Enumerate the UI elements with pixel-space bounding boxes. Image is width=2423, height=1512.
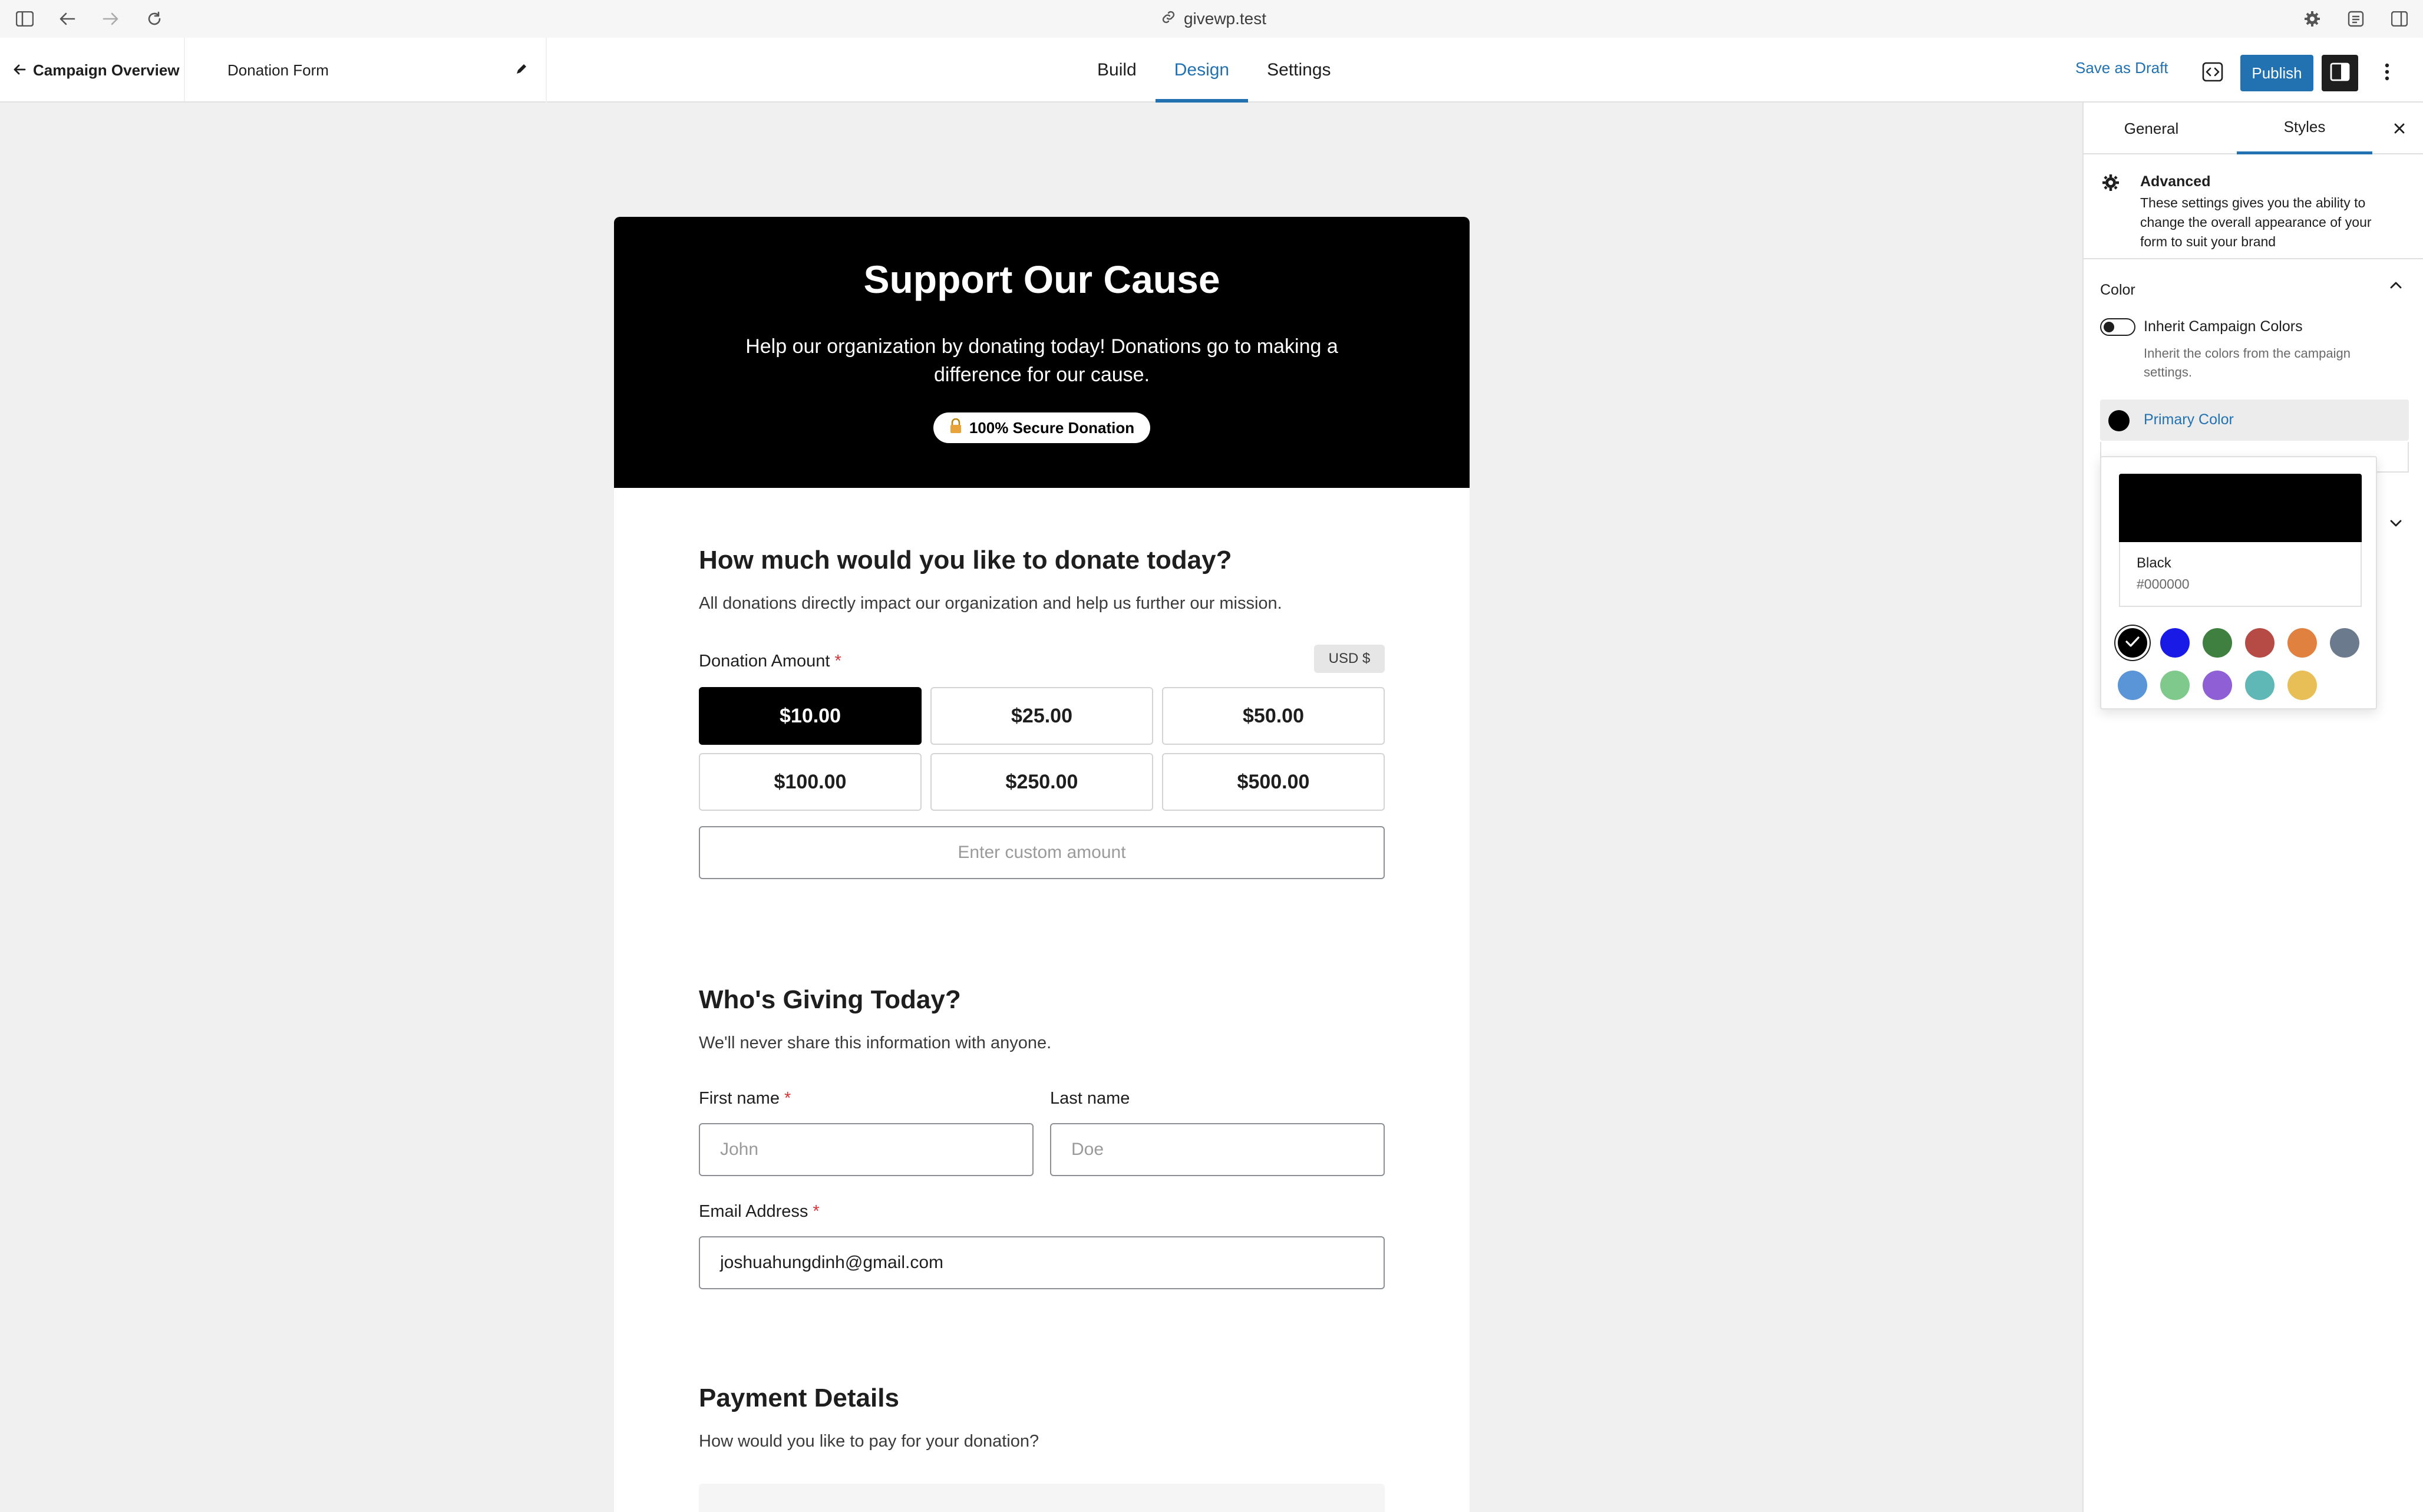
color-swatch[interactable] bbox=[2330, 628, 2359, 658]
primary-color-swatch bbox=[2108, 410, 2130, 431]
address-bar[interactable] bbox=[1108, 5, 1320, 33]
primary-color-row[interactable] bbox=[2100, 400, 2409, 441]
color-swatch[interactable] bbox=[2203, 628, 2232, 658]
color-swatch[interactable] bbox=[2118, 628, 2147, 658]
color-name: Black bbox=[2137, 555, 2171, 571]
secure-donation-badge bbox=[933, 412, 1150, 443]
inherit-colors-toggle[interactable] bbox=[2100, 318, 2135, 336]
first-name-input[interactable]: John bbox=[699, 1123, 1034, 1176]
chevron-down-icon[interactable] bbox=[2389, 519, 2403, 531]
advanced-description: These settings gives you the ability to change the overall appearance of your form to suit your brand bbox=[2140, 195, 2372, 249]
inherit-colors-help: Inherit the colors from the campaign settings. bbox=[2144, 346, 2351, 379]
settings-sidebar bbox=[2082, 103, 2423, 1512]
color-picker-popover bbox=[2100, 456, 2377, 709]
reload-icon[interactable] bbox=[144, 8, 165, 29]
amount-option-6[interactable]: $500.00 bbox=[1162, 753, 1385, 811]
email-input[interactable]: joshuahungdinh@gmail.com bbox=[699, 1236, 1385, 1289]
color-swatch[interactable] bbox=[2203, 671, 2232, 700]
hero-description: Help our organization by donating today! Donations go to making a difference for our cause. bbox=[745, 335, 1338, 386]
link-icon bbox=[1161, 9, 1176, 28]
code-icon bbox=[2202, 62, 2223, 85]
advanced-title: Advanced bbox=[2140, 173, 2211, 190]
divider bbox=[184, 38, 185, 101]
tab-build[interactable]: Build bbox=[1097, 60, 1137, 80]
close-icon[interactable] bbox=[2388, 117, 2411, 140]
email-label-text: Email Address bbox=[699, 1202, 808, 1221]
color-panel-title[interactable]: Color bbox=[2100, 282, 2135, 298]
payment-gateway-area bbox=[699, 1484, 1385, 1512]
tab-styles[interactable]: Styles bbox=[2237, 103, 2372, 154]
settings-panel-toggle[interactable] bbox=[2322, 55, 2358, 91]
tab-design[interactable]: Design bbox=[1156, 38, 1248, 103]
donation-section-title: How much would you like to donate today? bbox=[699, 546, 1232, 575]
more-options-button[interactable] bbox=[2369, 55, 2405, 91]
tab-general[interactable]: General bbox=[2124, 119, 2179, 137]
first-name-label-text: First name bbox=[699, 1089, 780, 1108]
panel-icon bbox=[2330, 62, 2350, 84]
amount-option-2[interactable]: $25.00 bbox=[930, 687, 1153, 745]
advanced-info bbox=[2084, 156, 2423, 259]
campaign-overview-label: Campaign Overview bbox=[33, 61, 180, 79]
primary-color-label: Primary Color bbox=[2144, 411, 2234, 428]
color-swatch[interactable] bbox=[2118, 671, 2147, 700]
donation-amount-label bbox=[699, 652, 841, 671]
required-mark: * bbox=[834, 652, 841, 671]
last-name-input[interactable]: Doe bbox=[1050, 1123, 1385, 1176]
tab-settings[interactable]: Settings bbox=[1267, 60, 1331, 80]
campaign-overview-link[interactable] bbox=[13, 38, 180, 103]
form-hero bbox=[614, 217, 1470, 488]
amount-option-4[interactable]: $100.00 bbox=[699, 753, 922, 811]
donor-section-description: We'll never share this information with anyone. bbox=[699, 1034, 1052, 1052]
color-preview bbox=[2119, 474, 2362, 542]
code-view-button[interactable] bbox=[2194, 55, 2231, 91]
color-swatch[interactable] bbox=[2160, 628, 2190, 658]
toggle-knob bbox=[2104, 322, 2114, 332]
color-hex: #000000 bbox=[2137, 576, 2190, 592]
donation-form-preview bbox=[614, 217, 1470, 1512]
color-swatch[interactable] bbox=[2245, 628, 2275, 658]
amount-option-5[interactable]: $250.00 bbox=[930, 753, 1153, 811]
donor-section-title: Who's Giving Today? bbox=[699, 985, 961, 1014]
currency-switcher[interactable]: USD $ bbox=[1314, 645, 1385, 673]
payment-section-description: How would you like to pay for your donation? bbox=[699, 1432, 1039, 1451]
payment-section-title: Payment Details bbox=[699, 1384, 899, 1412]
required-mark: * bbox=[813, 1202, 820, 1221]
hero-title: Support Our Cause bbox=[863, 257, 1220, 301]
amount-option-3[interactable]: $50.00 bbox=[1162, 687, 1385, 745]
chevron-up-icon[interactable] bbox=[2389, 280, 2403, 293]
save-draft-button[interactable]: Save as Draft bbox=[2075, 59, 2168, 77]
donation-section-description: All donations directly impact our organization and help us further our mission. bbox=[699, 594, 1282, 613]
color-swatch[interactable] bbox=[2160, 671, 2190, 700]
editor-canvas bbox=[0, 103, 2082, 1512]
vertical-ellipsis-icon bbox=[2384, 62, 2390, 84]
publish-button[interactable]: Publish bbox=[2240, 55, 2313, 91]
url-text: givewp.test bbox=[1183, 9, 1267, 28]
editor-header bbox=[0, 38, 2423, 103]
split-view-icon[interactable] bbox=[2389, 8, 2410, 29]
email-label bbox=[699, 1202, 820, 1222]
color-swatch[interactable] bbox=[2287, 671, 2317, 700]
browser-toolbar bbox=[0, 0, 2423, 38]
gear-icon bbox=[2101, 173, 2120, 195]
editor-tabs bbox=[1078, 38, 1350, 103]
inherit-colors-label: Inherit Campaign Colors bbox=[2144, 318, 2303, 335]
required-mark: * bbox=[784, 1089, 791, 1108]
color-swatch[interactable] bbox=[2287, 628, 2317, 658]
back-arrow-icon[interactable] bbox=[57, 8, 78, 29]
color-info[interactable] bbox=[2119, 542, 2362, 607]
secure-badge-label: 100% Secure Donation bbox=[969, 418, 1135, 437]
forward-arrow-icon[interactable] bbox=[100, 8, 121, 29]
form-title-field[interactable] bbox=[211, 38, 547, 103]
last-name-label: Last name bbox=[1050, 1089, 1130, 1108]
sidebar-tabs bbox=[2084, 103, 2423, 154]
form-title: Donation Form bbox=[227, 61, 329, 79]
donation-amount-label-text: Donation Amount bbox=[699, 652, 830, 671]
extension-gear-icon[interactable] bbox=[2302, 8, 2323, 29]
reader-icon[interactable] bbox=[2345, 8, 2366, 29]
arrow-left-icon bbox=[13, 61, 26, 80]
custom-amount-input[interactable]: Enter custom amount bbox=[699, 826, 1385, 879]
pencil-icon[interactable] bbox=[515, 61, 528, 80]
color-swatch[interactable] bbox=[2245, 671, 2275, 700]
first-name-label bbox=[699, 1089, 791, 1108]
sidebar-toggle-icon[interactable] bbox=[14, 8, 35, 29]
amount-option-1[interactable]: $10.00 bbox=[699, 687, 922, 745]
lock-icon bbox=[949, 418, 962, 438]
checkmark-icon bbox=[2125, 635, 2140, 651]
